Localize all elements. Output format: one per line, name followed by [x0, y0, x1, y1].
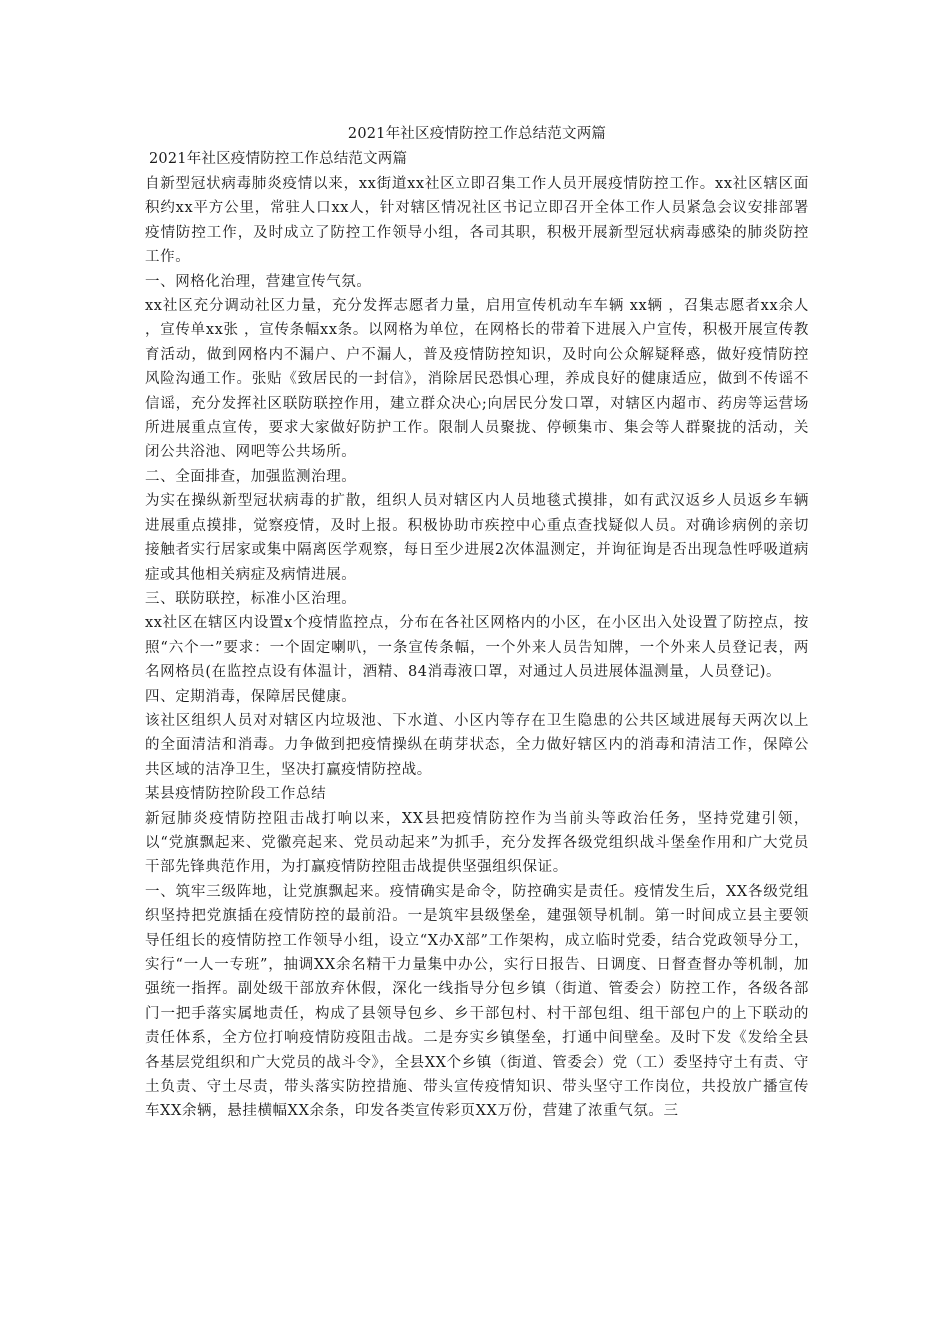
section-heading: 四、定期消毒，保障居民健康。: [145, 688, 357, 705]
paragraph: xx社区充分调动社区力量，充分发挥志愿者力量，启用宣传机动车车辆 xx辆 ，召集志愿者xx余人 ，宣传单xx张 ，宣传条幅xx条。以网格为单位，在网格长的带着下进展入户宣传，积极开展宣传教育活动，做到网格内不漏户、户不漏人，普及疫情防控知识，及时向公众解疑释惑，做好疫情防控风险沟通工作。张贴《致居民的一封信》，消除居民恐惧心理，养成良好的健康适应，做到不传谣不信谣，充分发挥社区联防联控作用，建立群众决心;向居民分发口罩，对辖区内超市、药房等运营场所进展重点宣传，要求大家做好防护工作。限制人员聚拢、停顿集市、集会等人群聚拢的活动，关闭公共浴池、网吧等公共场所。: [145, 298, 809, 461]
paragraph: xx社区在辖区内设置x个疫情监控点，分布在各社区网格内的小区，在小区出入处设置了防控点，按照“六个一”要求：一个固定喇叭，一条宣传条幅，一个外来人员告知牌，一个外来人员登记表，两名网格员(在监控点设有体温计，酒精、84消毒液口罩，对通过人员进展体温测量，人员登记)。: [145, 615, 809, 681]
section-heading: 二、全面排查，加强监测治理。: [145, 468, 357, 485]
paragraph: 新冠肺炎疫情防控阻击战打响以来，XX县把疫情防控作为当前头等政治任务，坚持党建引领，以“党旗飘起来、党徽亮起来、党员动起来”为抓手，充分发挥各级党组织战斗堡垒作用和广大党员干部先锋典范作用，为打赢疫情防控阻击战提供坚强组织保证。: [145, 810, 809, 876]
document-page: [145, 124, 809, 1124]
section-heading: 三、联防联控，标准小区治理。: [145, 590, 357, 607]
document-subtitle: 2021年社区疫情防控工作总结范文两篇: [149, 151, 408, 167]
section-heading: 一、网格化治理，营建宣传气氛。: [145, 273, 372, 290]
paragraph: 自新型冠状病毒肺炎疫情以来，xx街道xx社区立即召集工作人员开展疫情防控工作。xx社区辖区面积约xx平方公里，常驻人口xx人，针对辖区情况社区书记立即召开全体工作人员紧急会议安排部署疫情防控工作，及时成立了防控工作领导小组，各司其职，积极开展新型冠状病毒感染的肺炎防控工作。: [145, 176, 809, 266]
section-heading: 某县疫情防控阶段工作总结: [145, 786, 327, 803]
paragraph: 该社区组织人员对对辖区内垃圾池、下水道、小区内等存在卫生隐患的公共区域进展每天两次以上的全面清洁和消毒。力争做到把疫情操纵在萌芽状态，全力做好辖区内的消毒和清洁工作，保障公共区域的洁净卫生，坚决打赢疫情防控战。: [145, 712, 809, 778]
paragraph: 为实在操纵新型冠状病毒的扩散，组织人员对辖区内人员地毯式摸排，如有武汉返乡人员返乡车辆进展重点摸排，觉察疫情，及时上报。积极协助市疾控中心重点查找疑似人员。对确诊病例的亲切接触者实行居家或集中隔离医学观察，每日至少进展2次体温测定，并询征询是否出现急性呼吸道病症或其他相关病症及病情进展。: [145, 493, 809, 583]
document-title: 2021年社区疫情防控工作总结范文两篇: [347, 126, 607, 142]
paragraph: 一、筑牢三级阵地，让党旗飘起来。疫情确实是命令，防控确实是责任。疫情发生后，XX各级党组织坚持把党旗插在疫情防控的最前沿。一是筑牢县级堡垒，建强领导机制。第一时间成立县主要领导任组长的疫情防控工作领导小组，设立“X办X部”工作架构，成立临时党委，结合党政领导分工，实行“一人一专班”，抽调XX余名精干力量集中办公，实行日报告、日调度、日督查督办等机制，加强统一指挥。副处级干部放弃休假，深化一线指导分包乡镇（街道、管委会）防控工作，各级各部门一把手落实属地责任，构成了县领导包乡、乡干部包村、村干部包组、组干部包户的上下联动的责任体系，全方位打响疫情防疫阻击战。二是夯实乡镇堡垒，打通中间壁垒。及时下发《发给全县各基层党组织和广大党员的战斗令》，全县XX个乡镇（街道、管委会）党（工）委坚持守土有责、守土负责、守土尽责，带头落实防控措施、带头宣传疫情知识、带头坚守工作岗位，共投放广播宣传车XX余辆，悬挂横幅XX余条，印发各类宣传彩页XX万份，营建了浓重气氛。三: [145, 883, 809, 1120]
